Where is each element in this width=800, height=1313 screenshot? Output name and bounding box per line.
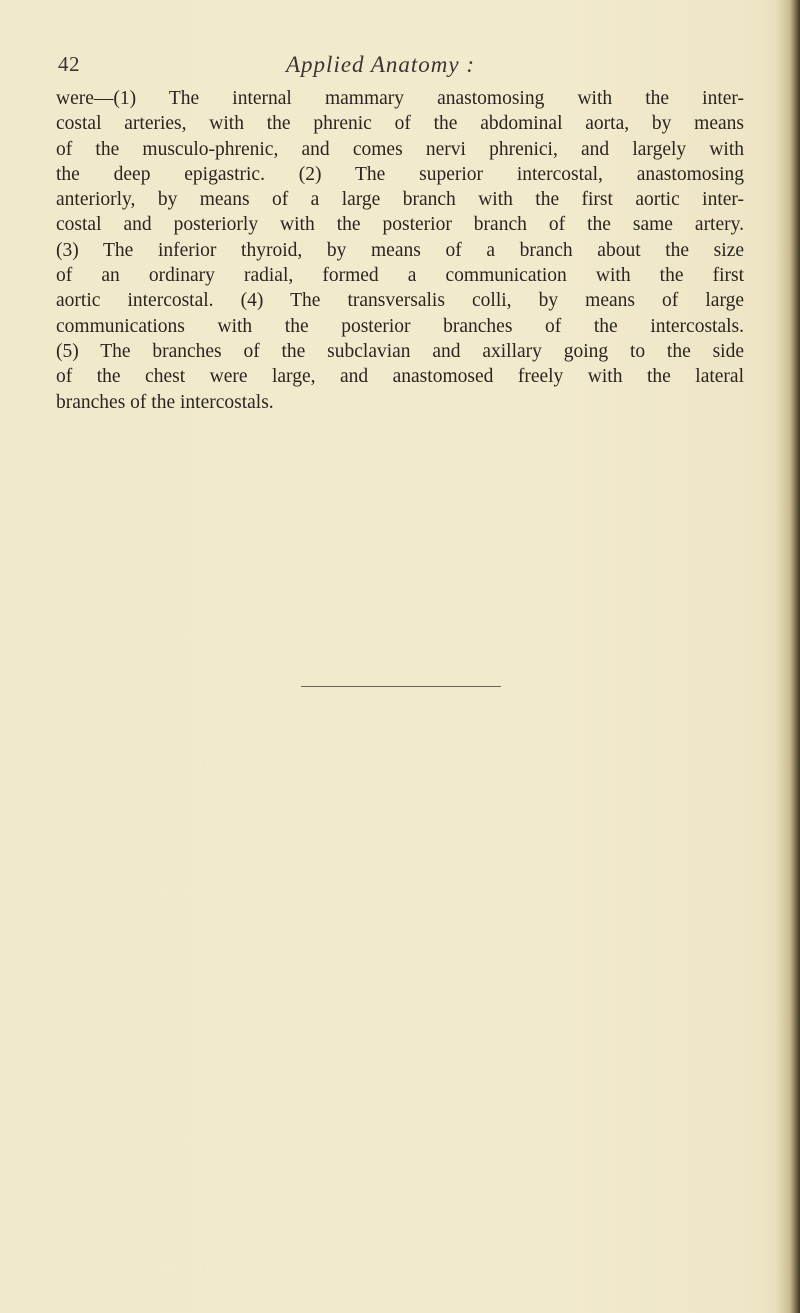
- page-gutter-shadow: [776, 0, 790, 1313]
- text-line: of an ordinary radial, formed a communication with the first: [56, 265, 744, 287]
- text-line: anteriorly, by means of a large branch with the first aortic inter-: [56, 189, 744, 211]
- text-line: of the chest were large, and anastomosed freely with the lateral: [56, 366, 744, 388]
- text-line: (5) The branches of the subclavian and axillary going to the side: [56, 340, 744, 362]
- text-line: of the musculo-phrenic, and comes nervi phrenici, and largely with: [56, 138, 744, 160]
- body-paragraph: [56, 86, 744, 415]
- page-header: [58, 52, 738, 82]
- text-line: aortic intercostal. (4) The transversalis colli, by means of large: [56, 290, 744, 312]
- book-edge: [790, 0, 800, 1313]
- text-line: (3) The inferior thyroid, by means of a branch about the size: [56, 239, 744, 261]
- page-number: 42: [58, 52, 80, 76]
- section-divider: [301, 686, 501, 687]
- text-line: branches of the intercostals.: [56, 391, 274, 413]
- text-line: the deep epigastric. (2) The superior intercostal, anastomosing: [56, 163, 744, 185]
- text-line: were—(1) The internal mammary anastomosing with the inter-: [56, 88, 744, 109]
- running-head: Applied Anatomy :: [286, 52, 476, 77]
- text-line: communications with the posterior branches of the intercostals.: [56, 315, 744, 337]
- text-line: costal and posteriorly with the posterior branch of the same artery.: [56, 214, 744, 236]
- text-line: costal arteries, with the phrenic of the abdominal aorta, by means: [56, 113, 744, 135]
